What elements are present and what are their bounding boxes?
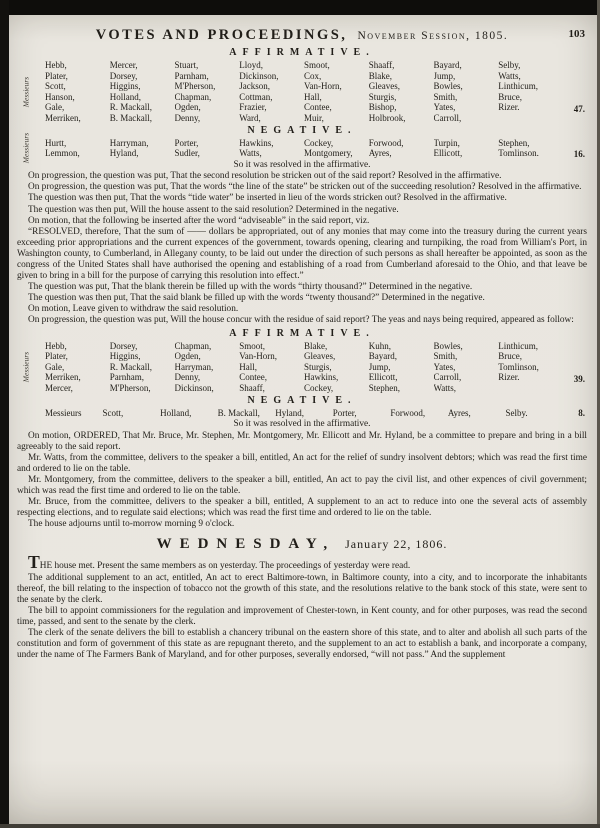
voter-name: Selby. bbox=[505, 407, 528, 418]
voter-name: Cox, bbox=[304, 70, 322, 81]
voter-name: Lemmon, bbox=[45, 148, 80, 159]
day-name: WEDNESDAY, bbox=[156, 536, 336, 553]
voter-name: Turpin, bbox=[433, 137, 460, 148]
negative-names-1 bbox=[45, 138, 563, 159]
vote-name-row bbox=[45, 383, 563, 394]
voter-name: Muir, bbox=[304, 112, 324, 123]
scan-edge-top bbox=[0, 0, 600, 15]
voter-name: Blake, bbox=[304, 340, 328, 351]
resolved-statement-1: So it was resolved in the affirmative. bbox=[233, 159, 371, 170]
voter-name: Hurtt, bbox=[45, 137, 67, 148]
voter-name: Bayard, bbox=[368, 351, 397, 362]
voter-name bbox=[498, 383, 563, 394]
paragraph: Mr. Montgomery, from the committee, delivers to the speaker a bill, entitled, An act to pay the civil list, and other expences of civil government; which was read the first time and ordered to lie on the table. bbox=[17, 475, 587, 497]
voter-name: Scott, bbox=[45, 81, 66, 92]
voter-name: Hebb, bbox=[45, 60, 67, 70]
voter-name: Montgomery, bbox=[304, 148, 353, 159]
voter-name: Merriken, bbox=[45, 372, 81, 383]
page-number: 103 bbox=[568, 28, 585, 40]
page-header bbox=[17, 26, 587, 44]
voter-name: Higgins, bbox=[109, 81, 141, 92]
voter-name: Chapman, bbox=[174, 340, 212, 351]
voter-name: M'Pherson, bbox=[109, 382, 151, 393]
voter-name: Hyland, bbox=[109, 148, 139, 159]
voter-name: Bowles, bbox=[433, 81, 463, 92]
voter-name: Hyland, bbox=[275, 407, 304, 418]
negative-names-2 bbox=[45, 408, 563, 419]
negative-vote-table-1 bbox=[17, 132, 587, 164]
paragraph: On motion, ORDERED, That Mr. Bruce, Mr. Stephen, Mr. Montgomery, Mr. Ellicott and Mr. Hyland, be a committee to prepare and bring in a bill agreeably to the said report. bbox=[17, 430, 587, 452]
voter-name: Van-Horn, bbox=[304, 81, 342, 92]
negative-vote-count-1: 16. bbox=[573, 148, 585, 159]
affirmative-names-1 bbox=[45, 60, 563, 124]
affirmative-vote-table-1 bbox=[17, 60, 587, 124]
paragraph: The additional supplement to an act, entitled, An act to erect Baltimore-town, in Baltimore county, into a city, and to incorporate the inhabitants thereof, the bill relating to the inspection of tobacco not the growth of this state, and the resolutions relative to the bank stock of this state, were sent to the senate by the clerk. bbox=[17, 572, 587, 605]
voter-name: Smoot, bbox=[239, 340, 266, 351]
voter-name: Gleaves, bbox=[368, 81, 400, 92]
voter-name: Porter, bbox=[174, 137, 199, 148]
voter-name: R. Mackall, bbox=[109, 361, 152, 372]
voter-name: Jump, bbox=[433, 70, 456, 81]
paragraph: The house adjourns until to-morrow morning 9 o'clock. bbox=[28, 519, 235, 530]
voter-name: Ward, bbox=[239, 112, 261, 123]
paragraph: On motion, that the following be inserted after the word “adviseable” in the said report, viz. bbox=[28, 215, 370, 226]
vote-name-row bbox=[45, 81, 563, 92]
voter-name: Hawkins, bbox=[304, 372, 339, 383]
voter-name: Sudler, bbox=[174, 148, 200, 159]
voter-name: Ogden, bbox=[174, 102, 201, 113]
page-content bbox=[17, 20, 587, 661]
voter-name: Jackson, bbox=[239, 81, 270, 92]
paragraph: The question was put, That the blank therein be filled up with the words “thirty thousand?” Determined in the negative. bbox=[28, 282, 473, 293]
voter-name: Shaaff, bbox=[239, 382, 265, 393]
affirmative-heading-1: AFFIRMATIVE. bbox=[229, 47, 375, 58]
voter-name: Sturgis, bbox=[368, 91, 397, 102]
vote-name-row bbox=[45, 138, 563, 149]
voter-name: Forwood, bbox=[390, 407, 426, 418]
voter-name: Parnham, bbox=[174, 70, 209, 81]
affirmative-vote-count-1: 47. bbox=[573, 103, 585, 114]
voter-name: Watts, bbox=[433, 382, 457, 393]
voter-name: Smith, bbox=[433, 351, 458, 362]
voter-name: Rizer. bbox=[498, 372, 520, 383]
page-title: VOTES AND PROCEEDINGS, bbox=[95, 27, 348, 43]
voter-name: Dickinson, bbox=[239, 70, 279, 81]
proceedings-paragraphs-1 bbox=[17, 171, 587, 326]
voter-name: Chapman, bbox=[174, 91, 212, 102]
voter-name: Smoot, bbox=[304, 60, 330, 70]
paragraph: On motion, Leave given to withdraw the said resolution. bbox=[28, 304, 239, 315]
voter-name: Stephen, bbox=[368, 382, 400, 393]
scan-edge-bottom bbox=[0, 824, 600, 828]
voter-name: Denny, bbox=[174, 372, 201, 383]
affirmative-names-2 bbox=[45, 341, 563, 394]
voter-name: Linthicum, bbox=[498, 340, 538, 351]
voter-name: Jump, bbox=[368, 361, 391, 372]
voter-name: Frazier, bbox=[239, 102, 267, 113]
voter-name: Hall, bbox=[304, 91, 322, 102]
voter-name: Denny, bbox=[174, 112, 201, 123]
voter-name: Plater, bbox=[45, 351, 68, 362]
voter-name: Selby, bbox=[498, 60, 521, 70]
voter-name: Stephen, bbox=[498, 137, 530, 148]
scan-edge-left bbox=[0, 0, 9, 828]
voter-name: Gleaves, bbox=[304, 351, 336, 362]
negative-vote-count-2: 8. bbox=[578, 408, 585, 419]
voter-name: Tomlinson. bbox=[498, 148, 539, 159]
voter-name: Van-Horn, bbox=[239, 351, 277, 362]
voter-name: Kuhn, bbox=[368, 340, 391, 351]
affirmative-vote-count-2: 39. bbox=[573, 373, 585, 384]
voter-name: Ogden, bbox=[174, 351, 201, 362]
voter-name: Sturgis, bbox=[304, 361, 332, 372]
voter-name: B. Mackall, bbox=[109, 112, 152, 123]
affirmative-heading-2: AFFIRMATIVE. bbox=[229, 327, 375, 339]
messieurs-margin-label: Messieurs bbox=[21, 132, 31, 164]
voter-name: Merriken, bbox=[45, 112, 81, 123]
voter-name: Contee, bbox=[239, 372, 267, 383]
voter-name: Holland, bbox=[109, 91, 141, 102]
voter-name: Scott, bbox=[102, 407, 124, 418]
voter-name: Gale, bbox=[45, 361, 65, 372]
vote-name-row bbox=[45, 102, 563, 113]
voter-name: Higgins, bbox=[109, 351, 141, 362]
negative-heading-1: NEGATIVE. bbox=[247, 124, 357, 136]
paragraph: The question was then put, Will the house assent to the said resolution? Determined in the negative. bbox=[28, 204, 399, 215]
voter-name: Carroll, bbox=[433, 112, 462, 123]
voter-name: Cockey, bbox=[304, 137, 334, 148]
voter-name: B. Mackall, bbox=[217, 407, 260, 418]
voter-name: Watts, bbox=[239, 148, 262, 159]
paragraph: The clerk of the senate delivers the bill to establish a chancery tribunal on the eastern shore of this state, and to alter and abolish all such parts of the constitution and form of government of this state as are repugnant thereto, and the supplement to an act to establish a bank, and incorporate a company, under the name of The Farmers Bank of Maryland, and for other purposes, severally endorsed, “will not pass.” And the supplement bbox=[17, 628, 587, 661]
messieurs-margin-label: Messieurs bbox=[21, 351, 31, 383]
voter-name: Cockey, bbox=[304, 382, 334, 393]
voter-name: Holbrook, bbox=[368, 112, 406, 123]
voter-name: Yates, bbox=[433, 102, 456, 113]
paragraph: On progression, the question was put, That the second resolution be stricken out of the said report? Resolved in the affirmative. bbox=[28, 171, 502, 182]
paragraph: The question was then put, That the words “tide water” be inserted in lieu of the words stricken out? Resolved in the affirmative. bbox=[28, 193, 507, 204]
paragraph: “RESOLVED, therefore, That the sum of —— dollars be appropriated, out of any monies that may come into the treasury during the current years exceeding prior appropriations and the current expences of the government, towards opening, clearing and turnpiking, the road from William's Port, in Washington county, to Cumberland, in Allegany county, to be laid out under the direction of such persons as shall hereafter be appointed, as soon as the congress of the United States shall have authorised the opening and establishing of a road from Cumberland aforesaid to the Ohio, and that leave be given to bring in a bill for the purpose of carrying this resolution into effect.” bbox=[17, 226, 587, 282]
vote-name-row bbox=[45, 341, 563, 352]
vote-name-row bbox=[45, 113, 563, 124]
voter-name: Linthicum, bbox=[498, 81, 538, 92]
voter-name: Ayres, bbox=[447, 407, 471, 418]
vote-name-row bbox=[45, 408, 563, 419]
negative-vote-table-2 bbox=[17, 408, 587, 419]
vote-name-row bbox=[45, 71, 563, 82]
voter-name: Ayres, bbox=[368, 148, 392, 159]
vote-name-row bbox=[45, 372, 563, 383]
voter-name: Porter, bbox=[332, 407, 357, 418]
voter-name: M'Pherson, bbox=[174, 81, 216, 92]
voter-name: Ellicott, bbox=[433, 148, 463, 159]
voter-name: Harryman, bbox=[174, 361, 214, 372]
vote-name-row bbox=[45, 351, 563, 362]
voter-name: Yates, bbox=[433, 361, 456, 372]
paragraph: The bill to appoint commissioners for the regulation and improvement of Chester-town, in Kent county, and for other purposes, was read the second time, passed, and sent to the senate by the clerk. bbox=[17, 605, 587, 627]
negative-heading-2: NEGATIVE. bbox=[247, 394, 357, 406]
voter-name: Contee, bbox=[304, 102, 332, 113]
voter-name: Bowles, bbox=[433, 340, 463, 351]
voter-name: Hall, bbox=[239, 361, 257, 372]
paragraph: The question was then put, That the said blank be filled up with the words “twenty thousand?” Determined in the negative. bbox=[28, 293, 485, 304]
resolved-statement-2: So it was resolved in the affirmative. bbox=[233, 419, 371, 430]
voter-name: Gale, bbox=[45, 102, 65, 113]
voter-name: Hanson, bbox=[45, 91, 75, 102]
voter-name: Messieurs bbox=[45, 407, 82, 418]
voter-name: Mercer, bbox=[109, 60, 138, 70]
vote-name-row bbox=[45, 60, 563, 71]
session-day-heading bbox=[17, 535, 587, 553]
vote-name-row bbox=[45, 148, 563, 159]
voter-name: Forwood, bbox=[368, 137, 404, 148]
voter-name: Parnham, bbox=[109, 372, 144, 383]
voter-name: Carroll, bbox=[433, 372, 462, 383]
voter-name: Blake, bbox=[368, 70, 392, 81]
voter-name: Stuart, bbox=[174, 60, 199, 70]
voter-name: R. Mackall, bbox=[109, 102, 152, 113]
voter-name: Shaaff, bbox=[368, 60, 395, 70]
paragraph: Mr. Bruce, from the committee, delivers to the speaker a bill, entitled, A supplement to an act to reduce into one the several acts of assembly respecting elections, and to regulate said elections; which was read the first time and ordered to lie on the table. bbox=[17, 497, 587, 519]
voter-name: Lloyd, bbox=[239, 60, 263, 70]
voter-name: Harryman, bbox=[109, 137, 149, 148]
affirmative-vote-table-2 bbox=[17, 341, 587, 394]
voter-name: Holland, bbox=[160, 407, 192, 418]
paragraph: On progression, the question was put, That the words “the line of the state” be stricken out of the succeeding resolution? Resolved in the affirmative. bbox=[28, 182, 582, 193]
voter-name: Bishop, bbox=[368, 102, 397, 113]
vote-name-row bbox=[45, 92, 563, 103]
paragraph: Mr. Watts, from the committee, delivers to the speaker a bill, entitled, An act for the relief of sundry insolvent debtors; which was read the first time and ordered to lie on the table. bbox=[17, 452, 587, 474]
voter-name: Ellicott, bbox=[368, 372, 398, 383]
voter-name: Plater, bbox=[45, 70, 68, 81]
voter-name: Bruce, bbox=[498, 351, 522, 362]
voter-name: Smith, bbox=[433, 91, 458, 102]
voter-name: Bruce, bbox=[498, 91, 522, 102]
voter-name: Rizer. bbox=[498, 102, 520, 113]
paragraph: THE house met. Present the same members as on yesterday. The proceedings of yesterday were read. bbox=[28, 552, 411, 573]
voter-name: Dorsey, bbox=[109, 340, 138, 351]
proceedings-paragraphs-2 bbox=[17, 431, 587, 531]
day-date: January 22, 1806. bbox=[345, 537, 448, 552]
voter-name: Hebb, bbox=[45, 340, 67, 351]
voter-name: Watts, bbox=[498, 70, 521, 81]
proceedings-paragraphs-3 bbox=[17, 552, 587, 661]
voter-name: Dickinson, bbox=[174, 382, 214, 393]
voter-name: Mercer, bbox=[45, 382, 73, 393]
voter-name bbox=[498, 113, 563, 124]
voter-name: Cottman, bbox=[239, 91, 273, 102]
voter-name: Dorsey, bbox=[109, 70, 138, 81]
voter-name: Bayard, bbox=[433, 60, 462, 70]
vote-name-row bbox=[45, 362, 563, 373]
paragraph: On progression, the question was put, Will the house concur with the residue of said report? The yeas and nays being required, appeared as follow: bbox=[28, 315, 574, 326]
voter-name: Hawkins, bbox=[239, 137, 274, 148]
messieurs-margin-label: Messieurs bbox=[21, 76, 31, 107]
session-subtitle: November Session, 1805. bbox=[357, 30, 509, 42]
voter-name: Tomlinson, bbox=[498, 361, 539, 372]
